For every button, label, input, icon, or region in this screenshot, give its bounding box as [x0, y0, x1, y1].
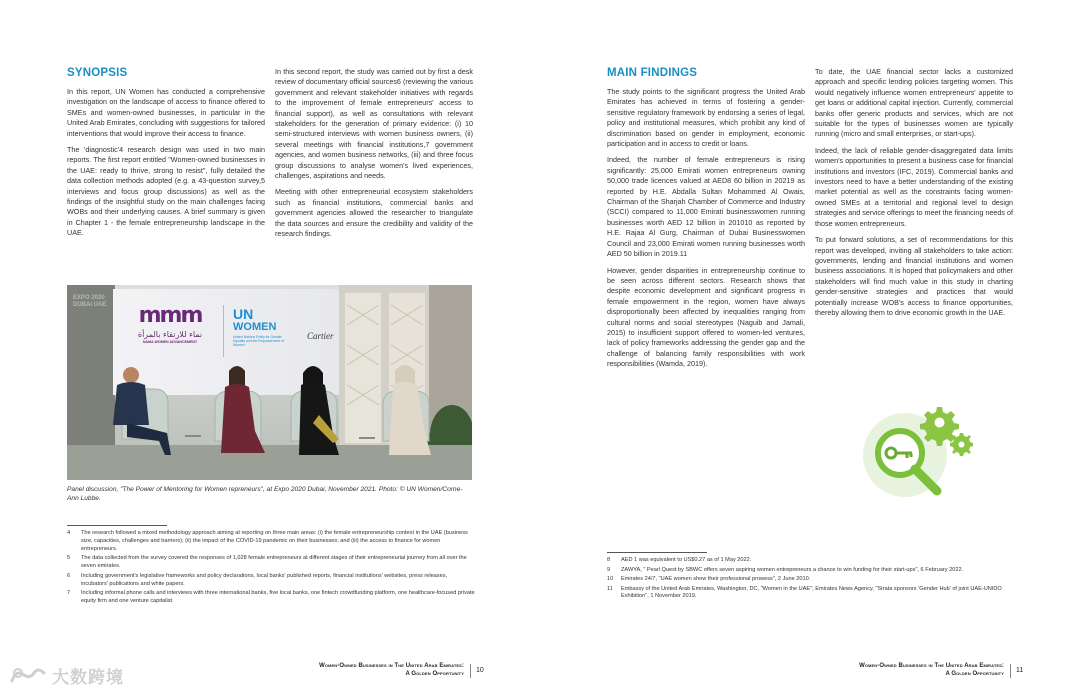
footer-separator — [470, 664, 471, 678]
footnote-text: Embassy of the United Arab Emirates, Washington, DC, "Women in the UAE"; Emirates News Agency, "Strata sponsors 'Gender Hub' of joint UAE-UNIDO Exhibition", 1 November 2019. — [621, 585, 1002, 600]
footnote-number: 7 — [67, 590, 71, 597]
right-footnotes — [607, 557, 1015, 603]
un-logo-top: UN — [233, 306, 254, 322]
footnote-text: The research followed a mixed methodology approach aiming at reporting on three main areas: (i) the female entrepreneurship context in the UAE (business size, capacities, challenges and barriers); (ii) the impact of the COVID-19 pandemic on their businesses; and (iii) the access to finance for women entrepreneurs. — [81, 530, 468, 552]
footnote-rule — [607, 552, 707, 553]
un-women-logo — [233, 307, 293, 347]
left-page-number: 10 — [476, 667, 484, 674]
footnote-number: 9 — [607, 566, 611, 573]
footnote — [607, 557, 1015, 565]
paragraph: To put forward solutions, a set of recommendations for this report was developed, inviting all stakeholders to take action: governments, lending and financial institutions and women business associations. It is hoped that policymakers and other stakeholders will find much value in this study in charting gender-sensitive strategies and practices that would potentially increase WOB's access to finance opportunities, thereby allowing them to drive economic growth in the UAE. — [815, 235, 1013, 317]
un-logo-bottom: WOMEN — [233, 321, 277, 333]
footnote-text: Emirates 24/7, "UAE women show their professional prowess", 2 June 2010. — [621, 576, 811, 582]
panel-discussion-photo — [67, 285, 472, 480]
footnote — [67, 573, 475, 589]
footer-title-line-2: A Golden Opportunity — [945, 670, 1004, 677]
nama-logo-subtitle: NAMA WOMEN ADVANCEMENT — [142, 340, 198, 344]
nama-logo-mark: mmm — [138, 303, 202, 328]
footer-title-line-2: A Golden Opportunity — [405, 670, 464, 677]
left-footer-title — [230, 663, 464, 679]
footer-separator — [1010, 664, 1011, 678]
synopsis-column-2 — [275, 67, 473, 246]
left-footnotes — [67, 530, 475, 608]
footnote-rule — [67, 525, 167, 526]
footnote-text: Including government's legislative frameworks and policy declarations, local banks' published reports, financial institutions' websites, press releases, incubators' publications and white papers. — [81, 572, 448, 587]
logo-divider — [223, 305, 224, 357]
footer-title-line-1: Women-Owned Businesses in The United Arab Emirates: — [859, 663, 1004, 669]
findings-column-2 — [815, 67, 1013, 324]
watermark — [8, 663, 124, 688]
footnote — [607, 586, 1015, 602]
right-page — [540, 0, 1080, 699]
paragraph: In this report, UN Women has conducted a comprehensive investigation on the landscape of access to finance offered to SMEs and women-owned businesses, in particular in the United Arab Emirates, concluding with suggestions for tailored interventions that would improve their access to finance. — [67, 87, 265, 138]
footnote — [607, 576, 1015, 584]
footer-title-line-1: Women-Owned Businesses in The United Arab Emirates: — [319, 663, 464, 669]
footnote-number: 11 — [607, 585, 613, 592]
paragraph: Meeting with other entrepreneurial ecosystem stakeholders such as financial institutions, commercial banks and government agencies allowed the researcher to triangulate the data sources and ensure the credibility and validity of the research findings. — [275, 187, 473, 239]
right-page-number: 11 — [1016, 667, 1024, 674]
photo-caption: Panel discussion, "The Power of Mentoring for Women repreneurs", at Expo 2020 Dubai, November 2021. Photo: © UN Women/Corne-Ann Lubbe. — [67, 486, 463, 502]
footnote — [67, 530, 475, 554]
paragraph: Indeed, the number of female entrepreneurs is rising significantly: 25,000 Emirati women entrepreneurs owning 50,000 trade licences valued at AED8 60 billion in 20219 as reported by H.E. Abdalla Sultan Mohammed Al Owais, Chairman of the Sharjah Chamber of Commerce and Industry (SCCI) compared to 11,000 Emirati businesswomen running businesses worth AED 12 billion in 201010 as reported by H.E. Rajaa Al Gurg, Chairman of Dubai Businesswomen Council and 23,000 Emirati women running businesses worth AED 50 billion in 2019.11 — [607, 155, 805, 259]
paragraph: Indeed, the lack of reliable gender-disaggregated data limits women's opportunities to present a business case for financial institutions and investors (IFC, 2019). Commercial banks and investors need to have a better understanding of the existing market potential as well as the constraints facing women-owned SMEs at a territorial and regional level to design strategies and service offerings to meet the financing needs of those women entrepreneurs. — [815, 145, 1013, 228]
watermark-text: 大数跨境 — [52, 668, 124, 687]
right-footer-title — [770, 663, 1004, 679]
paragraph: In this second report, the study was carried out by first a desk review of documentary official sources6 (reviewing the various government and relevant stakeholder initiatives with regards to the improvement of female entrepreneurs' access to financial support), as well as consultations with relevant stakeholders for the generation of primary evidence: (i) 10 semi-structured interviews with women business owners, (ii) several meetings with financial institutions,7 government agencies, and women business networks, (iii) and three focus group discussions to analyse women's lived experiences, challenges, aspirations and needs. — [275, 67, 473, 181]
cartier-logo: Cartier — [307, 331, 334, 341]
paragraph: However, gender disparities in entrepreneurship continue to be seen across different sectors. Research shows that despite economic development and significant progress in female empowerment in the region, women have always disproportionally been affected by inequalities ranging from cultural norms and social stereotypes (Naguib and Jamali, 2015) to insufficient support offered to women-led ventures, lack of policy frameworks addressing the gender gap and the challenge of balancing family responsibilities with work responsibilities (Wamda, 2019). — [607, 265, 805, 369]
main-findings-heading: MAIN FINDINGS — [607, 67, 698, 79]
watermark-logo-icon — [8, 665, 48, 687]
findings-column-1 — [607, 87, 805, 376]
footnote-number: 6 — [67, 572, 71, 579]
expo-logo: EXPO 2020 DUBAI UAE — [73, 295, 107, 308]
paragraph: The study points to the significant progress the United Arab Emirates has achieved in terms of fostering a gender-sensitive regulatory framework by endorsing a series of legal, policy and institutional measures, which prohibit any kind of discrimination based on gender in employment, economic participation and in access to credit or loans. — [607, 87, 805, 149]
footnote — [607, 567, 1015, 575]
synopsis-heading: SYNOPSIS — [67, 67, 128, 79]
footnote-text: ZAWYA, " Pearl Quest by SBWC offers seven aspiring women entrepreneurs a chance to win funding for their start-ups", 6 February 2022. — [621, 566, 964, 573]
footnote-number: 5 — [67, 555, 71, 562]
footnote-text: Including informal phone calls and interviews with three international banks, five local banks, one fintech crowdfunding platform, one healthcare-focused private equity firm and one venture capitalist. — [81, 590, 475, 605]
paragraph: The 'diagnostic'4 research design was used in two main reports. The first report entitled "Women-owned businesses in the UAE: ready to thrive, strong to resist", fully detailed the data collection methods adopted (e.g. a 43-question survey,5 interviews and focus group discussions) as well as the findings of the insightful study on the main challenges facing WOBs and their underlying causes. A brief summary is given in Chapter 1 - the female entrepreneurship landscape in the UAE. — [67, 145, 265, 238]
footnote-text: The data collected from the survey covered the responses of 1,028 female entrepreneurs at different stages of their entrepreneurial journey from all over the seven emirates. — [81, 555, 467, 570]
nama-logo — [125, 303, 215, 344]
footnote — [67, 555, 475, 571]
footnote-number: 10 — [607, 576, 614, 582]
footnote-number: 8 — [607, 557, 611, 563]
un-logo-subtitle: United Nations Entity for Gender Equality and the Empowerment of Women — [233, 335, 284, 347]
footnote-number: 4 — [67, 530, 71, 536]
footnote-text: AED 1 was equivalent to US$0.27 as of 1 May 2022. — [621, 557, 752, 563]
nama-logo-arabic: نماء للارتقاء بالمرأة — [137, 330, 203, 339]
finance-key-icon — [855, 395, 975, 505]
footnote — [67, 590, 475, 606]
synopsis-column-1 — [67, 87, 265, 245]
paragraph: To date, the UAE financial sector lacks a customized approach and specific lending policies targeting women. This would negatively influence women entrepreneurs' appetite to get loans or additional capital injection. Currently, commercial banks offer generic products and services, which are not suitable for the types of businesses women are typically running (micro and small enterprises, or start-ups). — [815, 67, 1013, 139]
